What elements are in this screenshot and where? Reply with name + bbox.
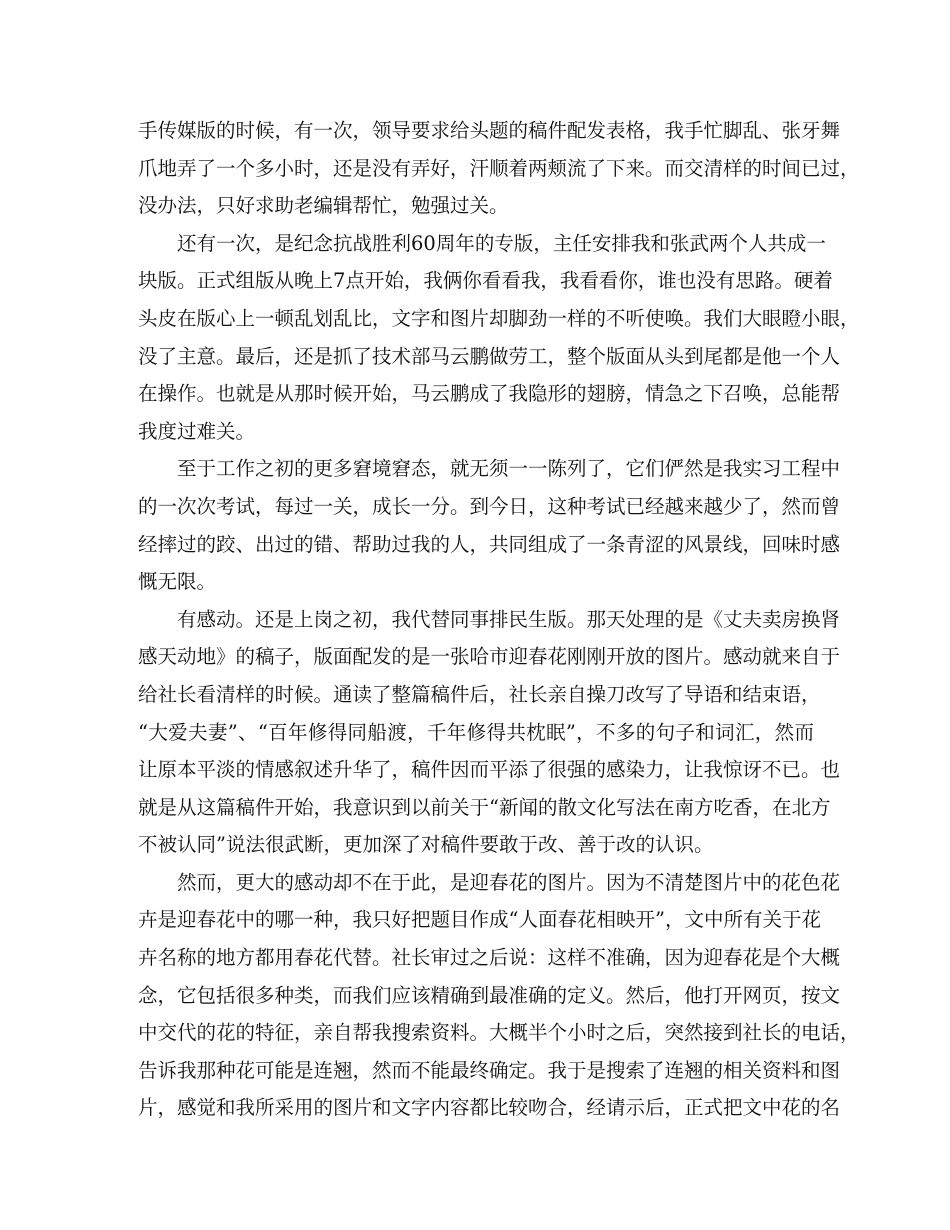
text-line: 让原本平淡的情感叙述升华了，稿件因而平添了很强的感染力，让我惊讶不已。也	[138, 758, 841, 782]
text-line: 然而，更大的感动却不在于此，是迎春花的图片。因为不清楚图片中的花色花	[177, 870, 841, 894]
text-line: 至于工作之初的更多窘境窘态，就无须一一陈列了，它们俨然是我实习工程中	[177, 457, 841, 481]
text-line: 中交代的花的特征，亲自帮我搜索资料。大概半个小时之后，突然接到社长的电话，	[138, 1021, 860, 1045]
text-line: 手传媒版的时候，有一次，领导要求给头题的稿件配发表格，我手忙脚乱、张牙舞	[138, 119, 841, 142]
text-line: 慨无限。	[138, 570, 217, 594]
paragraph-5	[138, 864, 860, 1127]
text-line: 卉名称的地方都用春花代替。社长审过之后说：这样不准确，因为迎春花是个大概	[138, 946, 841, 970]
text-line: 就是从这篇稿件开始，我意识到以前关于“新闻的散文化写法在南方吃香，在北方	[138, 795, 831, 819]
text-line: 念，它包括很多种类，而我们应该精确到最准确的定义。然后，他打开网页，按文	[138, 983, 841, 1007]
text-line: 在操作。也就是从那时候开始，马云鹏成了我隐形的翅膀，情急之下召唤，总能帮	[138, 382, 841, 406]
text-line: 经摔过的跤、出过的错、帮助过我的人，共同组成了一条青涩的风景线，回味时感	[138, 532, 841, 556]
text-line: 爪地弄了一个多小时，还是没有弄好，汗顺着两颊流了下来。而交清样的时间已过，	[138, 156, 860, 180]
text-line: 头皮在版心上一顿乱划乱比，文字和图片却脚劲一样的不听使唤。我们大眼瞪小眼，	[138, 306, 860, 330]
text-line: 有感动。还是上岗之初，我代替同事排民生版。那天处理的是《丈夫卖房换肾	[177, 607, 841, 631]
text-line: 没办法，只好求助老编辑帮忙，勉强过关。	[138, 194, 509, 218]
text-line: 不被认同”说法很武断，更加深了对稿件要敢于改、善于改的认识。	[138, 833, 714, 857]
text-line: “大爱夫妻”、“百年修得同船渡，千年修得共枕眠”，不多的句子和词汇，然而	[138, 720, 814, 744]
text-line: 块版。正式组版从晚上7点开始，我俩你看看我，我看看你，谁也没有思路。硬着	[138, 269, 833, 293]
text-line: 告诉我那种花可能是连翘，然而不能最终确定。我于是搜索了连翘的相关资料和图	[138, 1058, 841, 1082]
text-line: 片，感觉和我所采用的图片和文字内容都比较吻合，经请示后，正式把文中花的名	[138, 1096, 841, 1120]
text-line: 还有一次，是纪念抗战胜利60周年的专版，主任安排我和张武两个人共成一	[177, 231, 826, 255]
paragraph-2	[138, 225, 860, 451]
text-line: 感天动地》的稿子，版面配发的是一张哈市迎春花刚刚开放的图片。感动就来自于	[138, 645, 841, 669]
text-line: 的一次次考试，每过一关，成长一分。到今日，这种考试已经越来越少了，然而曾	[138, 494, 841, 518]
text-line: 给社长看清样的时候。通读了整篇稿件后，社长亲自操刀改写了导语和结束语，	[138, 682, 821, 706]
text-line: 卉是迎春花中的哪一种，我只好把题目作成“人面春花相映开”，文中所有关于花	[138, 908, 821, 932]
text-line: 我度过难关。	[138, 419, 256, 443]
paragraph-1	[138, 112, 860, 225]
paragraph-3	[138, 450, 841, 600]
text-line: 没了主意。最后，还是抓了技术部马云鹏做劳工，整个版面从头到尾都是他一个人	[138, 344, 841, 368]
paragraph-4	[138, 601, 841, 864]
document-body	[138, 112, 860, 1127]
